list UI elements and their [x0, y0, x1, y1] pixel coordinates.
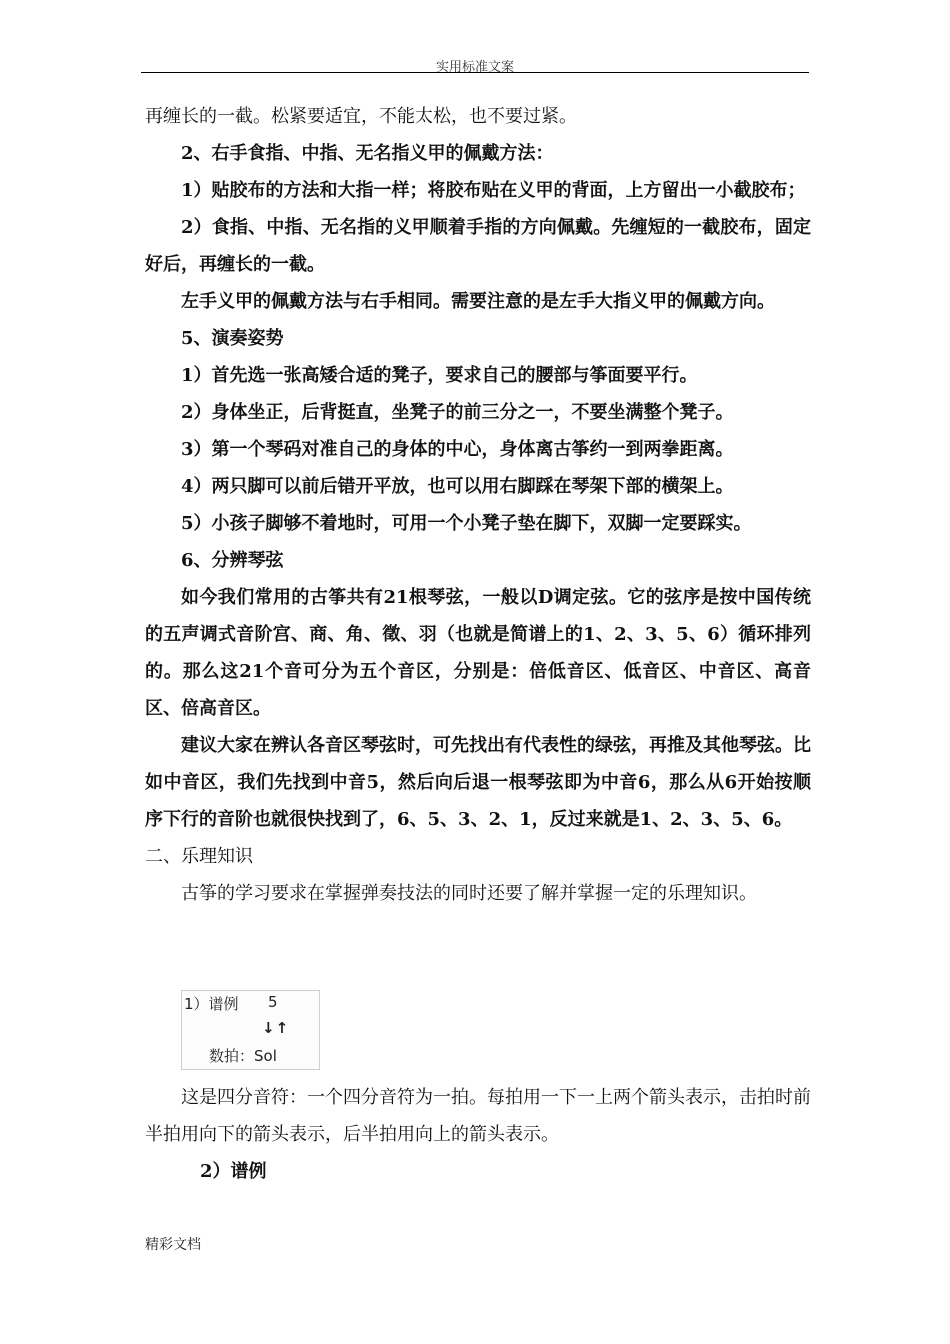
notation-example-image	[181, 990, 320, 1070]
heading-example-2: 2）谱例	[200, 1161, 267, 1182]
down-up-arrows-icon: ↓↑	[262, 1019, 290, 1037]
paragraph-quarter-note: 这是四分音符：一个四分音符为一拍。每拍用一下一上两个箭头表示，击拍时前半拍用向下的箭头表示，后半拍用向上的箭头表示。	[145, 1087, 811, 1145]
list-item-posture-4: 4）两只脚可以前后错开平放，也可以用右脚踩在琴架下部的横架上。	[181, 476, 734, 497]
heading-identify-strings: 6、分辨琴弦	[181, 550, 284, 571]
page-header-title: 实用标准文案	[435, 60, 514, 75]
list-item-posture-1: 1）首先选一张高矮合适的凳子，要求自己的腰部与筝面要平行。	[181, 365, 698, 386]
heading-playing-posture: 5、演奏姿势	[181, 328, 284, 349]
paragraph-left-hand: 左手义甲的佩戴方法与右手相同。需要注意的是左手大指义甲的佩戴方向。	[181, 291, 775, 312]
list-item-posture-3: 3）第一个琴码对准自己的身体的中心，身体离古筝约一到两拳距离。	[181, 439, 734, 460]
document-body	[145, 98, 811, 912]
paragraph-continuation: 再缠长的一截。松紧要适宜，不能太松，也不要过紧。	[145, 106, 577, 127]
example-note: 5	[268, 993, 278, 1011]
list-item-tape-method: 1）贴胶布的方法和大指一样；将胶布贴在义甲的背面，上方留出一小截胶布；	[181, 180, 806, 201]
heading-music-theory: 二、乐理知识	[145, 846, 253, 867]
header-rule	[141, 72, 809, 73]
list-item-posture-5: 5）小孩子脚够不着地时，可用一个小凳子垫在脚下，双脚一定要踩实。	[181, 513, 752, 534]
example-beat-count: 数拍：Sol	[209, 1047, 277, 1065]
heading-right-hand-nails: 2、右手食指、中指、无名指义甲的佩戴方法：	[181, 143, 554, 164]
example-label: 1）谱例	[184, 995, 239, 1013]
paragraph-string-order: 如今我们常用的古筝共有21根琴弦，一般以D调定弦。它的弦序是按中国传统的五声调式音阶宫、商、角、徵、羽（也就是简谱上的1、2、3、5、6）循环排列的。那么这21个音可分为五个音区，分别是：倍低音区、低音区、中音区、高音区、倍高音区。	[145, 587, 811, 719]
list-item-posture-2: 2）身体坐正，后背挺直，坐凳子的前三分之一，不要坐满整个凳子。	[181, 402, 734, 423]
page-footer: 精彩文档	[145, 1237, 201, 1253]
paragraph-string-advice: 建议大家在辨认各音区琴弦时，可先找出有代表性的绿弦，再推及其他琴弦。比如中音区，我们先找到中音5，然后向后退一根琴弦即为中音6，那么从6开始按顺序下行的音阶也就很快找到了，6、5、3、2、1，反过来就是1、2、3、5、6。	[145, 735, 811, 830]
paragraph-theory-intro: 古筝的学习要求在掌握弹奏技法的同时还要了解并掌握一定的乐理知识。	[181, 883, 757, 904]
document-body-after-example	[145, 1079, 811, 1190]
list-item-wearing-direction: 2）食指、中指、无名指的义甲顺着手指的方向佩戴。先缠短的一截胶布，固定好后，再缠长的一截。	[145, 217, 811, 275]
